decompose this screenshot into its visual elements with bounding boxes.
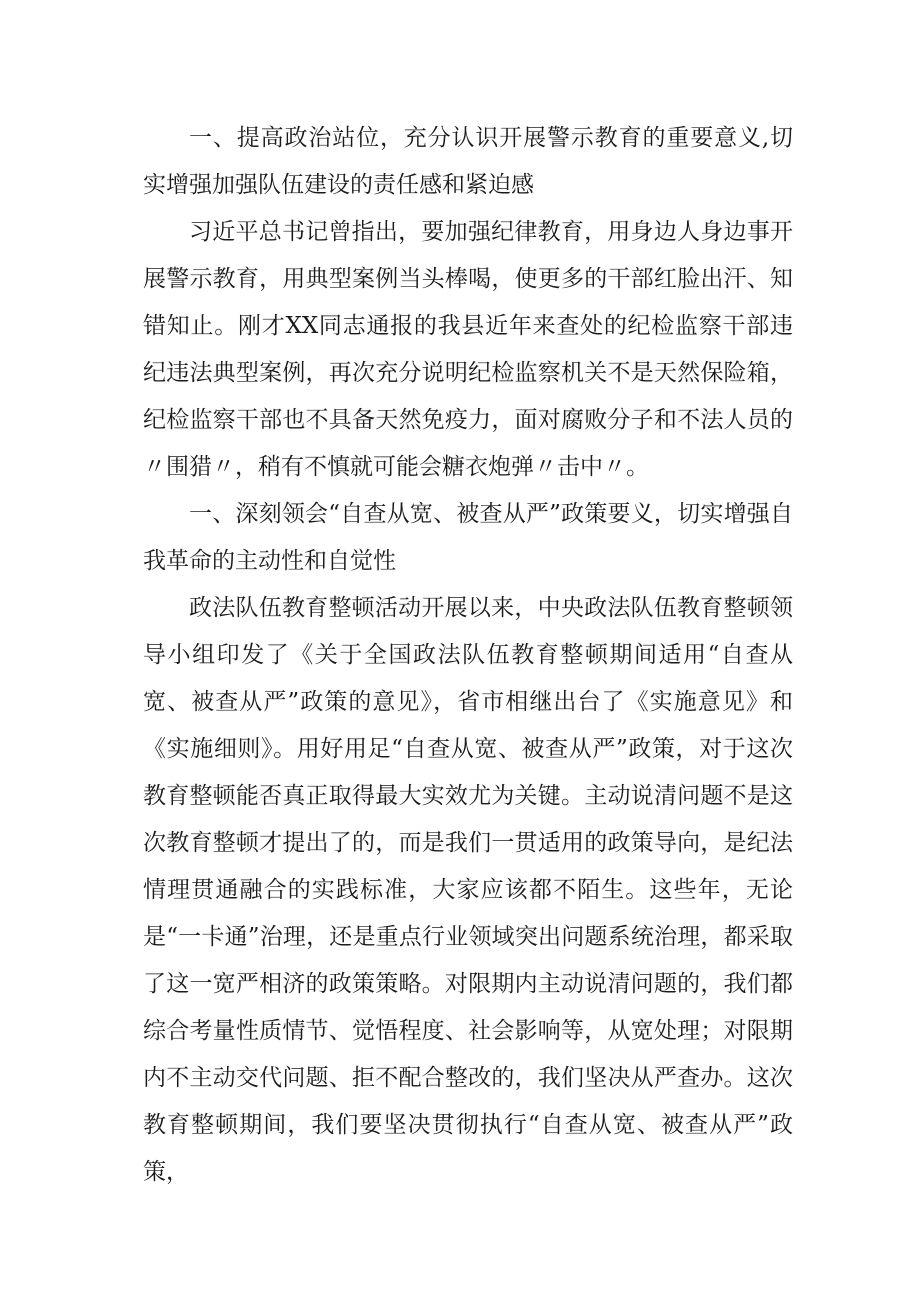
document-body bbox=[143, 115, 793, 1196]
body-paragraph-2: 政法队伍教育整顿活动开展以来，中央政法队伍教育整顿领导小组印发了《关于全国政法队伍教育整顿期间适用“自查从宽、被查从严”政策的意见》，省市相继出台了《实施意见》和《实施细则》。用好用足“自查从宽、被查从严”政策，对于这次教育整顿能否真正取得最大实效尤为关键。主动说清问题不是这次教育整顿才提出了的，而是我们一贯适用的政策导向，是纪法情理贯通融合的实践标准，大家应该都不陌生。这些年，无论是“一卡通”治理，还是重点行业领域突出问题系统治理，都采取了这一宽严相济的政策策略。对限期内主动说清问题的，我们都综合考量性质情节、觉悟程度、社会影响等，从宽处理；对限期内不主动交代问题、拒不配合整改的，我们坚决从严查办。这次教育整顿期间，我们要坚决贯彻执行“自查从宽、被查从严”政策， bbox=[143, 595, 793, 1185]
section-heading-1: 一、提高政治站位，充分认识开展警示教育的重要意义,切实增强加强队伍建设的责任感和紧迫感 bbox=[143, 125, 793, 198]
body-paragraph-1: 习近平总书记曾指出，要加强纪律教育，用身边人身边事开展警示教育，用典型案例当头棒喝，使更多的干部红脸出汗、知错知止。刚才XX同志通报的我县近年来查处的纪检监察干部违纪违法典型案例，再次充分说明纪检监察机关不是天然保险箱，纪检监察干部也不具备天然免疫力，面对腐败分子和不法人员的〃围猎〃，稍有不慎就可能会糖衣炮弹〃击中〃。 bbox=[143, 219, 793, 480]
section-heading-2: 一、深刻领会“自查从宽、被查从严”政策要义，切实增强自我革命的主动性和自觉性 bbox=[143, 501, 793, 574]
